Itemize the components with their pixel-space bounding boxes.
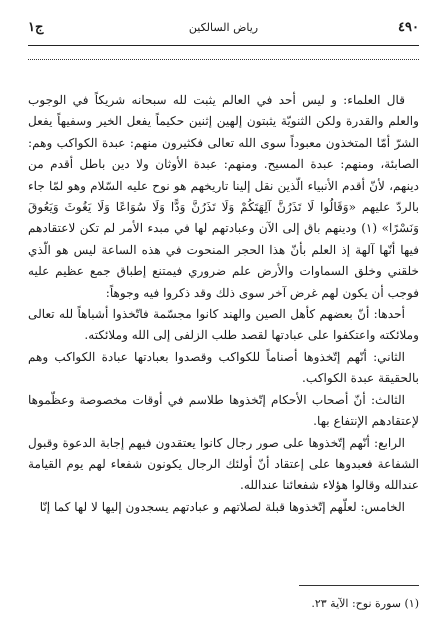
paragraph-fifth: الخامس: لعلّهم إتّخذوها قبلة لصلاتهم و عبادتهم يسجدون إليها لا لها كما إنّا [39, 499, 405, 514]
paragraph-intro: قال العلماء: و ليس أحد في العالم يثبت لله سبحانه شريكاً في الوجوب والعلم والقدرة ولكن الثنويّة يثبتون إلهين إثنين حكيماً يفعل الخير وسفيهاً يفعل الشرّ أمّا المتخذون معبوداً سوى الله تعالى فكثيرون منهم: عبدة الكواكب وهم: الصابئة، ومنهم: عبدة المسيح. ومنهم: عبدة الأوثان ولا دين باطل أقدم من دينهم، لأنّ أقدم الأنبياء الّذين نقل إلينا تاريخهم هو نوح عليه السّلام وهو لمّا جاء بالردّ عليهم «وَقَالُوا لَا تَذَرُنَّ آلِهَتَكُمْ وَلَا تَذَرُنَّ وَدًّا وَلَا سُوَاعًا وَلَا يَغُوثَ وَيَعُوقَ وَنَسْرًا» (١) ودينهم باق إلى الآن وعبادتهم لها في مبدء الأمر لم تكن لاعتقادهم فيها أنّها آلهة إذ العلم بأنّ هذا الحجر المنحوت في هذه الساعة ليس هو الّذي خلقني وخلق السماوات والأرض علم ضروري فيمتنع إطباق جمع عظيم عليه فوجب أن يكون لهم غرض آخر سوى ذلك وقد ذكروا فيه وجوهاً: [28, 93, 419, 300]
dotted-separator [28, 59, 419, 60]
paragraph-fourth: الرابع: أنّهم إتّخذوها على صور رجال كانوا يعتقدون فيهم إجابة الدعوة وقبول الشفاعة فعبدوها على إعتقاد أنّ أولئك الرجال يكونون شفعاء لهم يوم القيامة عندالله وقالوا هؤلاء شفعائنا عندالله. [28, 435, 419, 493]
page-number: ٤٩٠ [398, 20, 419, 35]
paragraph-first: أحدها: أنّ بعضهم كأهل الصين والهند كانوا مجسّمة فاتّخذوا أشباهاً لله تعالى وملائكته واعتكفوا على عبادتها لقصد طلب الزلفى إلى الله وملائكته. [28, 307, 419, 343]
main-text [28, 90, 419, 518]
paragraph-third: الثالث: أنّ أصحاب الأحكام إتّخذوها طلاسم في أوقات مخصوصة وعظّموها لإعتقادهم الإنتفاع بها. [28, 392, 419, 429]
footnote-separator [299, 585, 419, 586]
running-title: رياض السالكين [188, 21, 259, 34]
paragraph-second: الثاني: أنّهم إتّخذوها أصناماً للكواكب وقصدوا بعبادتها عبادة الكواكب وهم بالحقيقة عبدة الكواكب. [28, 349, 419, 386]
header-rule [28, 45, 419, 46]
footnote: (١) سورة نوح: الآية ٢٣. [311, 597, 419, 610]
volume-label: ج١ [28, 20, 44, 35]
page-header [28, 20, 419, 42]
